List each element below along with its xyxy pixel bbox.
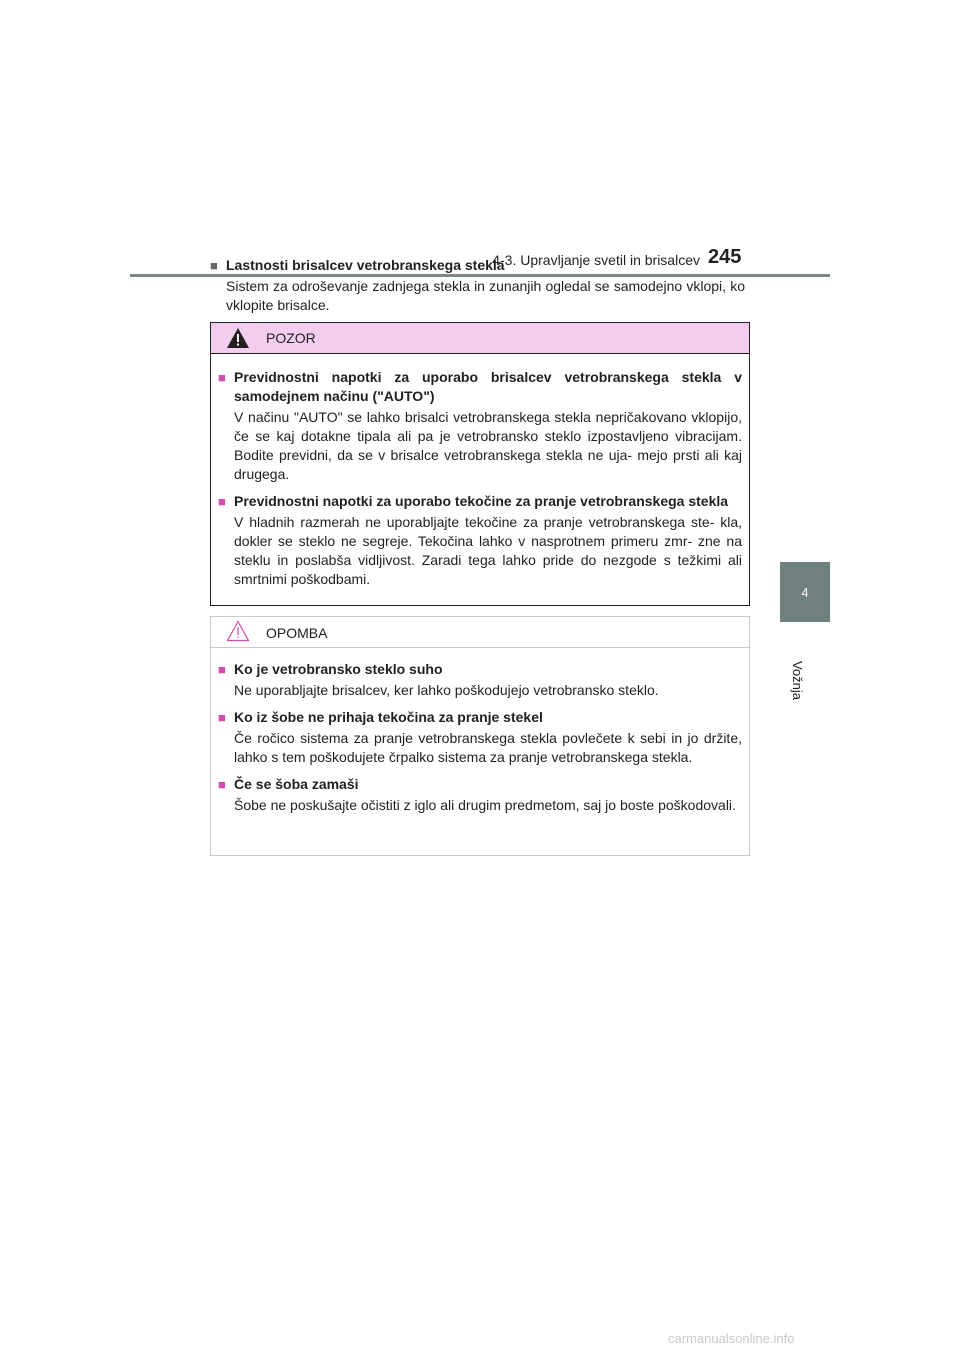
- square-bullet-icon: ■: [218, 662, 226, 677]
- intro-item: [210, 256, 745, 315]
- note-item-body: Ne uporabljajte brisalcev, ker lahko poškodujejo vetrobransko steklo.: [234, 682, 659, 698]
- square-bullet-icon: ■: [218, 777, 226, 792]
- warning-item-title-row: [218, 368, 742, 406]
- note-item: [218, 708, 742, 767]
- warning-box: [210, 322, 750, 606]
- warning-header: [211, 323, 749, 354]
- warning-item-title: Previdnostni napotki za uporabo brisalcev vetrobranskega stekla v samodejnem načinu ("AUTO"): [234, 369, 742, 404]
- chapter-label: [768, 650, 828, 710]
- warning-item: [218, 368, 742, 484]
- warning-triangle-outline-icon: [226, 620, 250, 642]
- chapter-tab: 4: [780, 562, 830, 622]
- note-box: [210, 616, 750, 856]
- warning-item-title-row: [218, 492, 742, 511]
- chapter-label-text: Vožnja: [790, 660, 806, 700]
- warning-label: POZOR: [266, 330, 316, 346]
- square-bullet-icon: ■: [218, 710, 226, 725]
- intro-title: Lastnosti brisalcev vetrobranskega stekla: [226, 257, 505, 273]
- note-item-title-row: [218, 708, 742, 727]
- warning-item: [218, 492, 742, 589]
- warning-item-body: V načinu "AUTO" se lahko brisalci vetrobranskega stekla nepričakovano vklopijo, če se kaj dotakne tipala ali pa je vetrobransko steklo izpostavljeno vibracijam. Bodite previdni, da se v brisalce vetrobranskega stekla ne uja- mejo prsti ali kaj drugega.: [234, 409, 742, 482]
- warning-content: [211, 354, 749, 589]
- watermark: carmanualsonline.info: [668, 1331, 795, 1346]
- note-item-title: Če se šoba zamaši: [234, 776, 359, 792]
- square-bullet-icon: ■: [218, 494, 226, 509]
- note-item-body: Šobe ne poskušajte očistiti z iglo ali drugim predmetom, saj jo boste poškodovali.: [234, 797, 736, 813]
- intro-title-row: [210, 256, 745, 275]
- note-label: OPOMBA: [266, 625, 328, 641]
- page-number: 245: [708, 246, 742, 268]
- square-bullet-icon: ■: [210, 258, 218, 273]
- note-item-title-row: [218, 660, 742, 679]
- note-content: [211, 648, 749, 815]
- note-item: [218, 775, 742, 815]
- note-item-body: Če ročico sistema za pranje vetrobranskega stekla povlečete k sebi in jo držite, lahko s tem poškodujete črpalko sistema za pranje vetrobranskega stekla.: [234, 730, 742, 765]
- note-item-title: Ko je vetrobransko steklo suho: [234, 661, 443, 677]
- note-item: [218, 660, 742, 700]
- note-item-title-row: [218, 775, 742, 794]
- square-bullet-icon: ■: [218, 370, 226, 385]
- note-item-title: Ko iz šobe ne prihaja tekočina za pranje stekel: [234, 709, 543, 725]
- warning-item-body: V hladnih razmerah ne uporabljajte tekočine za pranje vetrobranskega ste- kla, dokler se steklo ne segreje. Tekočina lahko v nasprotnem primeru zmr- zne na steklu in poslabša vidljivost. Zaradi tega lahko pride do nezgode s težkimi ali smrtnimi poškodbami.: [234, 514, 742, 587]
- intro-body: Sistem za odroševanje zadnjega stekla in zunanjih ogledal se samodejno vklopi, ko vklopite brisalce.: [226, 278, 745, 313]
- section-title: 4-3. Upravljanje svetil in brisalcev: [492, 252, 700, 268]
- note-header: [211, 617, 749, 648]
- warning-item-title: Previdnostni napotki za uporabo tekočine za pranje vetrobranskega stekla: [234, 493, 729, 509]
- warning-triangle-filled-icon: [226, 327, 250, 349]
